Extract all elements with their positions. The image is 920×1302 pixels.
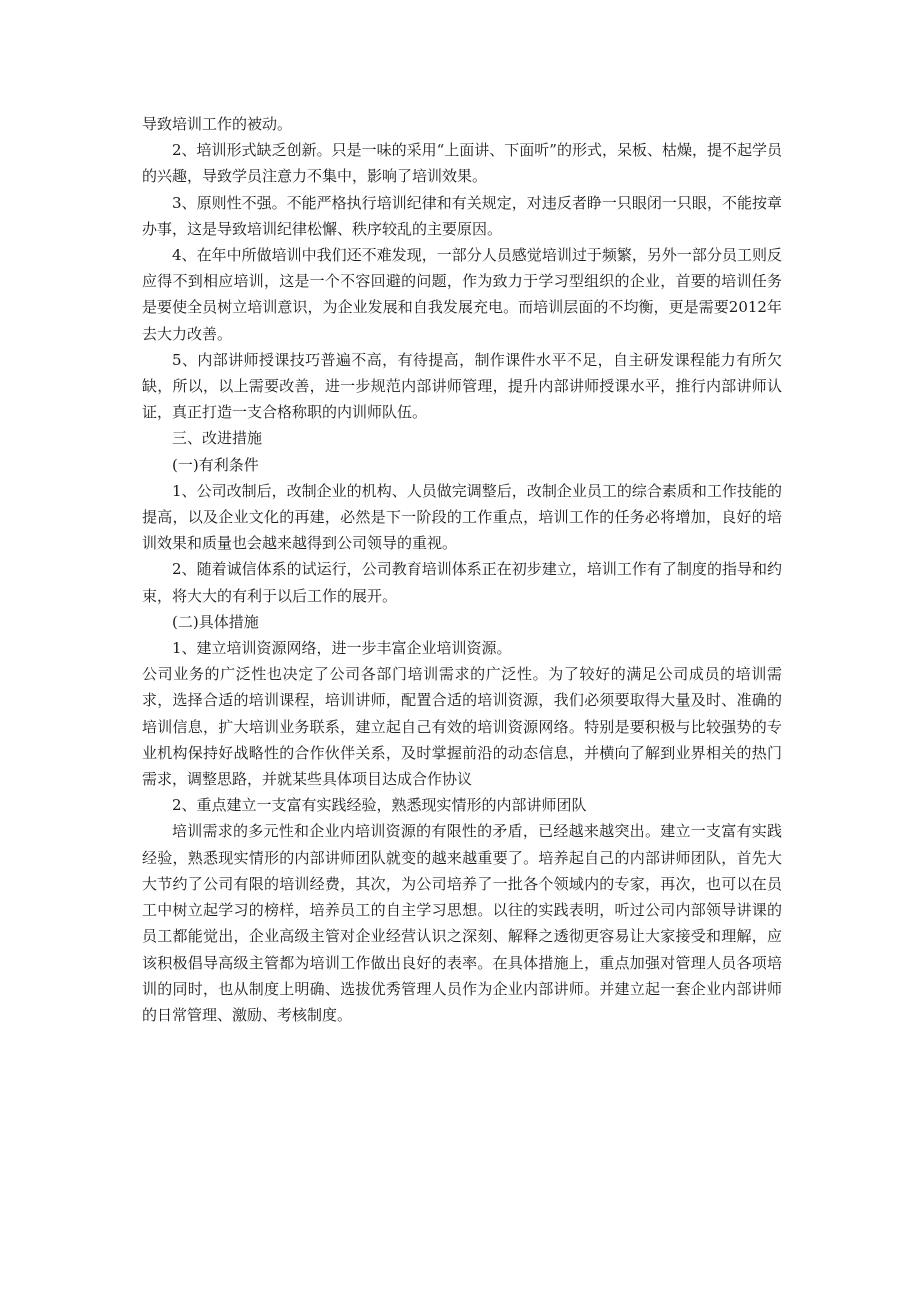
subsection-heading-favorable: (一)有利条件 (172, 455, 259, 474)
paragraph-favorable-1: 1、公司改制后，改制企业的机构、人员做完调整后，改制企业员工的综合素质和工作技能的提高，以及企业文化的再建，必然是下一阶段的工作重点，培训工作的任务必将增加，良好的培训效果和质量也会越来越得到公司领导的重视。 (142, 481, 782, 553)
paragraph-item-2: 2、培训形式缺乏创新。只是一味的采用“上面讲、下面听”的形式，呆板、枯燥，提不起学员的兴趣，导致学员注意力不集中，影响了培训效果。 (142, 141, 782, 186)
paragraph-measure-2: 培训需求的多元性和企业内培训资源的有限性的矛盾，已经越来越突出。建立一支富有实践经验，熟悉现实情形的内部讲师团队就变的越来越重要了。培养起自己的内部讲师团队，首先大大节约了公司有限的培训经费，其次，为公司培养了一批各个领域内的专家，再次，也可以在员工中树立起学习的榜样，培养员工的自主学习思想。以往的实践表明，听过公司内部领导讲课的员工都能觉出，企业高级主管对企业经营认识之深刻、解释之透彻更容易让大家接受和理解，应该积极倡导高级主管都为培训工作做出良好的表率。在具体措施上，重点加强对管理人员各项培训的同时，也从制度上明确、选拔优秀管理人员作为企业内部讲师。并建立起一套企业内部讲师的日常管理、激励、考核制度。 (142, 822, 782, 1024)
paragraph-favorable-2: 2、随着诚信体系的试运行，公司教育培训体系正在初步建立，培训工作有了制度的指导和约束，将大大的有利于以后工作的展开。 (142, 560, 782, 605)
measure-heading-2: 2、重点建立一支富有实践经验，熟悉现实情形的内部讲师团队 (172, 796, 587, 815)
subsection-heading-measures: (二)具体措施 (172, 612, 259, 631)
paragraph-measure-1: 公司业务的广泛性也决定了公司各部门培训需求的广泛性。为了较好的满足公司成员的培训需求，选择合适的培训课程，培训讲师，配置合适的培训资源，我们必须要取得大量及时、准确的培训信息，扩大培训业务联系，建立起自己有效的培训资源网络。特别是要积极与比较强势的专业机构保持好战略性的合作伙伴关系，及时掌握前沿的动态信息，并横向了解到业界相关的热门需求，调整思路，并就某些具体项目达成合作协议 (142, 665, 782, 789)
paragraph-continuation: 导致培训工作的被动。 (142, 115, 293, 133)
measure-heading-1: 1、建立培训资源网络，进一步丰富企业培训资源。 (172, 639, 512, 658)
document-body (142, 111, 782, 1028)
section-heading-improvements: 三、改进措施 (172, 429, 263, 448)
paragraph-item-5: 5、内部讲师授课技巧普遍不高，有待提高，制作课件水平不足，自主研发课程能力有所欠缺，所以，以上需要改善，进一步规范内部讲师管理，提升内部讲师授课水平，推行内部讲师认证，真正打造一支合格称职的内训师队伍。 (142, 350, 782, 422)
paragraph-item-4: 4、在年中所做培训中我们还不难发现，一部分人员感觉培训过于频繁，另外一部分员工则反应得不到相应培训，这是一个不容回避的问题，作为致力于学习型组织的企业，首要的培训任务是要使全员树立培训意识，为企业发展和自我发展充电。而培训层面的不均衡，更是需要2012年去大力改善。 (142, 246, 782, 343)
paragraph-item-3: 3、原则性不强。不能严格执行培训纪律和有关规定，对违反者睁一只眼闭一只眼，不能按章办事，这是导致培训纪律松懈、秩序较乱的主要原因。 (142, 193, 782, 238)
